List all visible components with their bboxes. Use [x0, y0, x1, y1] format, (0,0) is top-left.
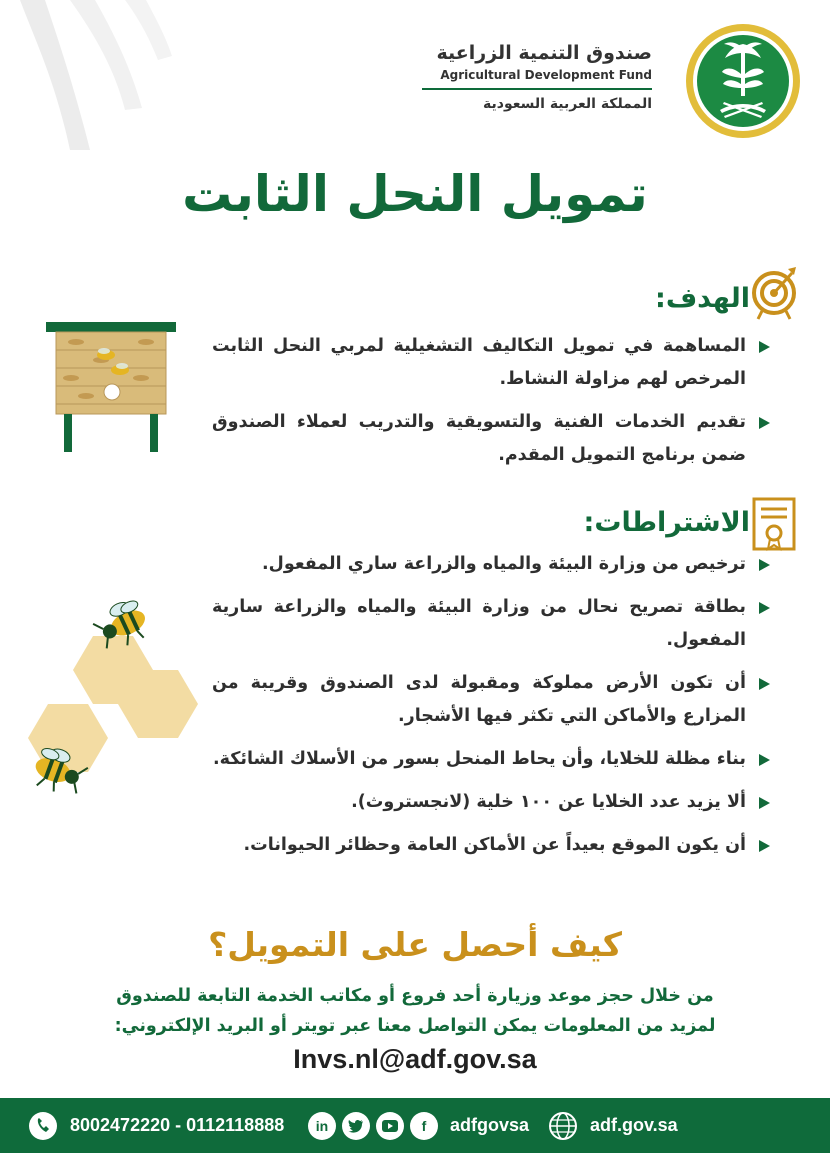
how-to-get-text: من خلال حجز موعد وزيارة أحد فروع أو مكاتب الخدمة التابعة للصندوق	[116, 986, 714, 1006]
target-icon	[748, 263, 800, 321]
social-links	[308, 1098, 529, 1153]
country-name: المملكة العربية السعودية	[483, 96, 652, 112]
certificate-icon	[748, 495, 800, 553]
website-url: adf.gov.sa	[590, 1115, 678, 1135]
list-item: ترخيص من وزارة البيئة والمياه والزراعة ساري المفعول.	[212, 548, 772, 581]
phone-icon	[28, 1111, 58, 1141]
decorative-swoosh	[0, 0, 200, 150]
linkedin-icon[interactable]: in	[308, 1112, 336, 1140]
divider	[422, 88, 652, 90]
conditions-heading: الاشتراطات:	[583, 507, 750, 538]
list-item: أن يكون الموقع بعيداً عن الأماكن العامة وحظائر الحيوانات.	[212, 829, 772, 862]
bullet-arrow-icon	[759, 754, 770, 766]
footer	[0, 1098, 830, 1153]
goal-list	[212, 330, 772, 482]
bullet-arrow-icon	[759, 341, 770, 353]
goal-heading: الهدف:	[655, 283, 750, 314]
youtube-icon[interactable]	[376, 1112, 404, 1140]
conditions-list	[212, 548, 772, 872]
fund-name-block	[422, 40, 652, 114]
list-item: تقديم الخدمات الفنية والتسويقية والتدريب لعملاء الصندوق ضمن برنامج التمويل المقدم.	[212, 406, 772, 472]
bullet-arrow-icon	[759, 417, 770, 429]
bullet-arrow-icon	[759, 602, 770, 614]
list-item: ألا يزيد عدد الخلايا عن ١٠٠ خلية (لانجستروث).	[212, 786, 772, 819]
facebook-icon[interactable]: f	[410, 1112, 438, 1140]
contact-info-text: لمزيد من المعلومات يمكن التواصل معنا عبر تويتر أو البريد الإلكتروني:	[114, 1016, 716, 1036]
website-link[interactable]	[548, 1098, 678, 1153]
list-item: المساهمة في تمويل التكاليف التشغيلية لمربي النحل الثابت المرخص لهم مزاولة النشاط.	[212, 330, 772, 396]
bullet-arrow-icon	[759, 797, 770, 809]
list-item: بناء مظلة للخلايا، وأن يحاط المنحل بسور من الأسلاك الشائكة.	[212, 743, 772, 776]
bullet-arrow-icon	[759, 559, 770, 571]
fund-name-english: Agricultural Development Fund	[440, 68, 652, 82]
phone-numbers: 8002472220 - 0112118888	[70, 1115, 285, 1135]
beehive-icon	[46, 320, 180, 455]
list-item: أن تكون الأرض مملوكة ومقبولة لدى الصندوق وقريبة من المزارع والأماكن التي تكثر فيها الأشجار.	[212, 667, 772, 733]
header	[422, 22, 802, 142]
phone-contact[interactable]	[28, 1098, 284, 1153]
honeycomb-bees-illustration	[18, 598, 218, 808]
social-handle[interactable]: adfgovsa	[450, 1115, 530, 1135]
globe-icon	[548, 1111, 578, 1141]
bullet-arrow-icon	[759, 840, 770, 852]
fund-name-arabic: صندوق التنمية الزراعية	[436, 42, 652, 64]
list-item: بطاقة تصريح نحال من وزارة البيئة والمياه والزراعة سارية المفعول.	[212, 591, 772, 657]
twitter-icon[interactable]	[342, 1112, 370, 1140]
email-link[interactable]: Invs.nl@adf.gov.sa	[293, 1044, 537, 1074]
bullet-arrow-icon	[759, 678, 770, 690]
fund-logo-icon	[684, 22, 802, 140]
page-title: تمويل النحل الثابت	[182, 165, 648, 223]
how-to-get-title: كيف أحصل على التمويل؟	[208, 925, 622, 964]
